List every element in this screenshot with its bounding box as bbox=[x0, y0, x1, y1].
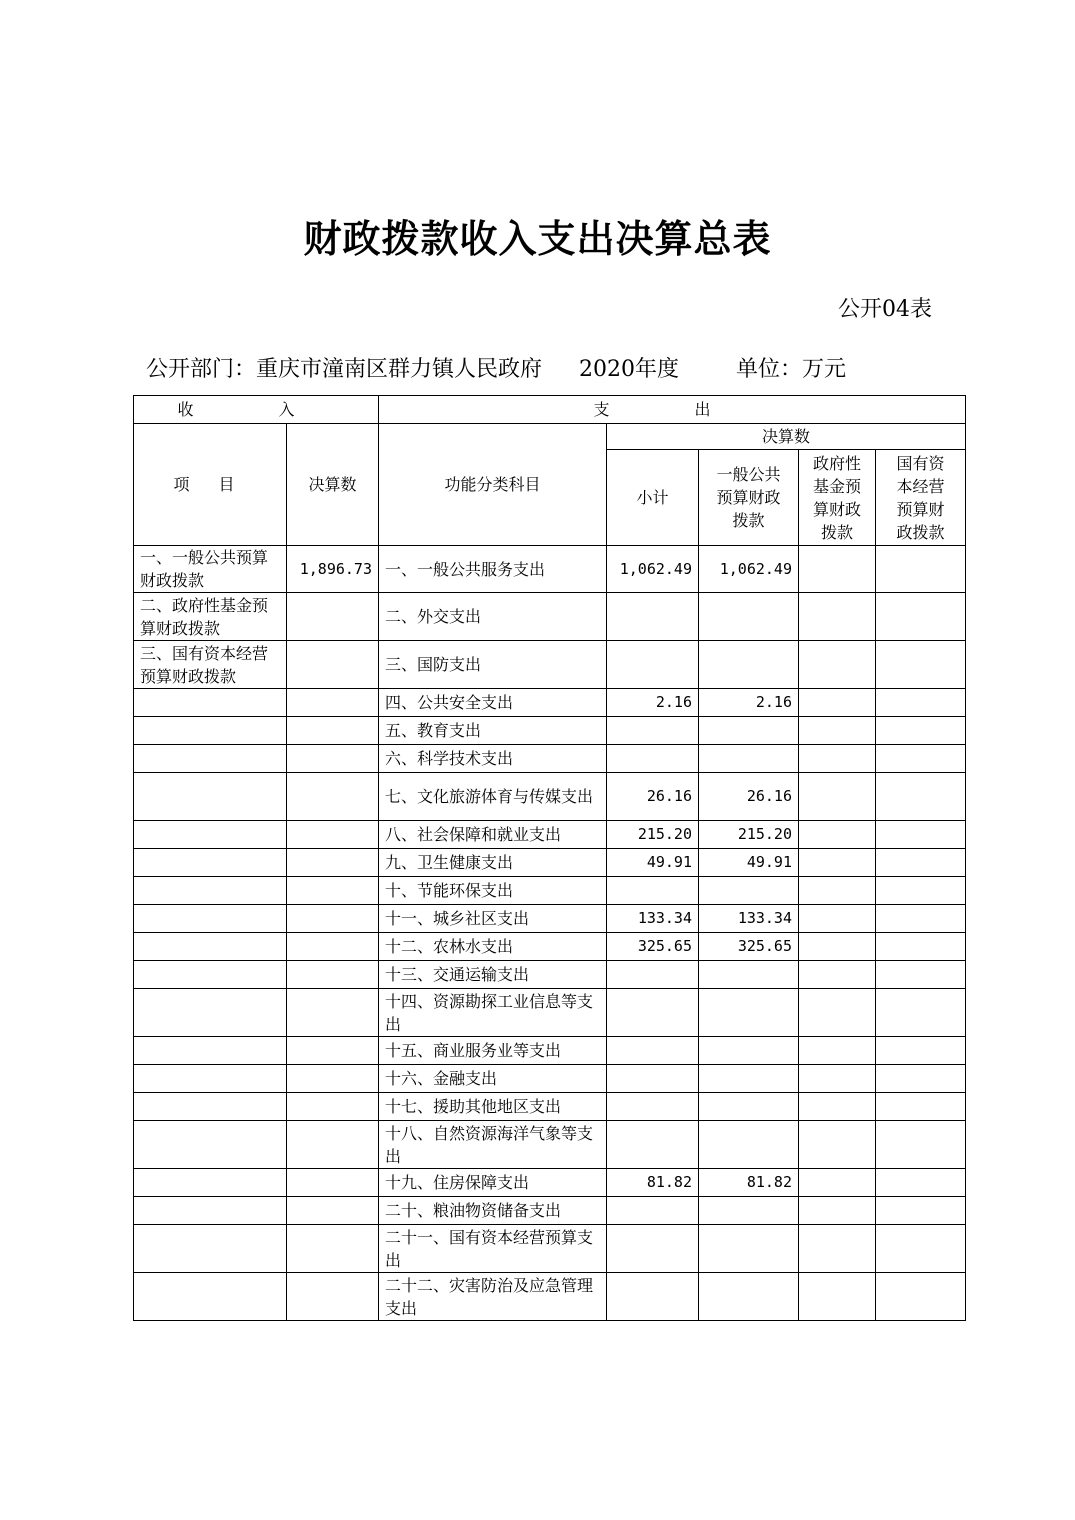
income-item-cell bbox=[134, 1065, 287, 1093]
income-item-cell: 三、国有资本经营预算财政拨款 bbox=[134, 641, 287, 689]
page-title: 财政拨款收入支出决算总表 bbox=[303, 216, 772, 261]
general-budget-cell: 2.16 bbox=[699, 689, 799, 717]
table-row bbox=[134, 1273, 966, 1321]
general-budget-cell bbox=[699, 1065, 799, 1093]
income-item-cell bbox=[134, 877, 287, 905]
general-budget-cell bbox=[699, 1121, 799, 1169]
table-row bbox=[134, 1169, 966, 1197]
gov-fund-cell bbox=[799, 689, 876, 717]
subtotal-cell: 2.16 bbox=[607, 689, 699, 717]
gov-fund-cell bbox=[799, 593, 876, 641]
general-budget-cell: 26.16 bbox=[699, 773, 799, 821]
general-budget-cell: 49.91 bbox=[699, 849, 799, 877]
table-row bbox=[134, 849, 966, 877]
income-item-cell bbox=[134, 821, 287, 849]
general-budget-cell bbox=[699, 989, 799, 1037]
header-final-amount: 决算数 bbox=[607, 424, 966, 450]
table-row bbox=[134, 1065, 966, 1093]
general-budget-cell bbox=[699, 717, 799, 745]
subtotal-cell bbox=[607, 1121, 699, 1169]
income-item-cell bbox=[134, 933, 287, 961]
subtotal-cell: 26.16 bbox=[607, 773, 699, 821]
gov-fund-cell bbox=[799, 877, 876, 905]
subtotal-cell bbox=[607, 1225, 699, 1273]
gov-fund-cell bbox=[799, 773, 876, 821]
income-item-cell bbox=[134, 1197, 287, 1225]
income-amount-cell bbox=[287, 1121, 379, 1169]
income-amount-cell bbox=[287, 1065, 379, 1093]
table-number: 公开04表 bbox=[838, 297, 932, 322]
income-item-cell bbox=[134, 1037, 287, 1065]
gov-fund-cell bbox=[799, 1065, 876, 1093]
general-budget-cell bbox=[699, 1273, 799, 1321]
state-capital-cell bbox=[876, 905, 966, 933]
gov-fund-cell bbox=[799, 717, 876, 745]
state-capital-cell bbox=[876, 989, 966, 1037]
subtotal-cell bbox=[607, 745, 699, 773]
state-capital-cell bbox=[876, 546, 966, 593]
subtotal-cell bbox=[607, 961, 699, 989]
expense-item-cell: 十一、城乡社区支出 bbox=[379, 905, 607, 933]
table-row bbox=[134, 821, 966, 849]
table-row bbox=[134, 1121, 966, 1169]
state-capital-cell bbox=[876, 1093, 966, 1121]
income-amount-cell bbox=[287, 1273, 379, 1321]
income-amount-cell bbox=[287, 1169, 379, 1197]
subtotal-cell bbox=[607, 641, 699, 689]
general-budget-cell bbox=[699, 877, 799, 905]
income-amount-cell bbox=[287, 933, 379, 961]
subtotal-cell bbox=[607, 1037, 699, 1065]
subtotal-cell bbox=[607, 593, 699, 641]
state-capital-cell bbox=[876, 745, 966, 773]
header-amount: 决算数 bbox=[287, 424, 379, 546]
expense-item-cell: 二十二、灾害防治及应急管理支出 bbox=[379, 1273, 607, 1321]
income-item-cell bbox=[134, 1169, 287, 1197]
header-function-class: 功能分类科目 bbox=[379, 424, 607, 546]
income-amount-cell bbox=[287, 989, 379, 1037]
unit-label: 单位：万元 bbox=[736, 357, 847, 382]
state-capital-cell bbox=[876, 1273, 966, 1321]
gov-fund-cell bbox=[799, 1197, 876, 1225]
gov-fund-cell bbox=[799, 1121, 876, 1169]
subtotal-cell bbox=[607, 989, 699, 1037]
income-item-cell: 一、一般公共预算财政拨款 bbox=[134, 546, 287, 593]
gov-fund-cell bbox=[799, 821, 876, 849]
subtotal-cell bbox=[607, 1197, 699, 1225]
header-subtotal: 小计 bbox=[607, 450, 699, 546]
general-budget-cell: 215.20 bbox=[699, 821, 799, 849]
income-item-cell bbox=[134, 905, 287, 933]
gov-fund-cell bbox=[799, 546, 876, 593]
expense-item-cell: 十九、住房保障支出 bbox=[379, 1169, 607, 1197]
state-capital-cell bbox=[876, 849, 966, 877]
income-item-cell bbox=[134, 717, 287, 745]
header-state-capital: 国有资本经营预算财政拨款 bbox=[876, 450, 966, 546]
gov-fund-cell bbox=[799, 933, 876, 961]
subtotal-cell bbox=[607, 1093, 699, 1121]
state-capital-cell bbox=[876, 1065, 966, 1093]
subtotal-cell: 49.91 bbox=[607, 849, 699, 877]
income-amount-cell: 1,896.73 bbox=[287, 546, 379, 593]
income-amount-cell bbox=[287, 593, 379, 641]
table-row bbox=[134, 641, 966, 689]
income-item-cell bbox=[134, 1225, 287, 1273]
state-capital-cell bbox=[876, 1037, 966, 1065]
state-capital-cell bbox=[876, 1121, 966, 1169]
income-amount-cell bbox=[287, 1225, 379, 1273]
header-expense: 支 出 bbox=[379, 396, 966, 424]
income-item-cell bbox=[134, 1273, 287, 1321]
expense-item-cell: 十七、援助其他地区支出 bbox=[379, 1093, 607, 1121]
subtotal-cell: 1,062.49 bbox=[607, 546, 699, 593]
header-item: 项 目 bbox=[134, 424, 287, 546]
expense-item-cell: 九、卫生健康支出 bbox=[379, 849, 607, 877]
state-capital-cell bbox=[876, 877, 966, 905]
income-amount-cell bbox=[287, 745, 379, 773]
gov-fund-cell bbox=[799, 961, 876, 989]
report-meta bbox=[146, 352, 846, 383]
income-item-cell bbox=[134, 849, 287, 877]
income-item-cell bbox=[134, 689, 287, 717]
subtotal-cell: 215.20 bbox=[607, 821, 699, 849]
table-row bbox=[134, 1197, 966, 1225]
income-amount-cell bbox=[287, 961, 379, 989]
gov-fund-cell bbox=[799, 1093, 876, 1121]
subtotal-cell bbox=[607, 877, 699, 905]
general-budget-cell bbox=[699, 593, 799, 641]
table-row bbox=[134, 1037, 966, 1065]
expense-item-cell: 八、社会保障和就业支出 bbox=[379, 821, 607, 849]
header-general-budget: 一般公共预算财政拨款 bbox=[699, 450, 799, 546]
table-row bbox=[134, 593, 966, 641]
expense-item-cell: 十、节能环保支出 bbox=[379, 877, 607, 905]
state-capital-cell bbox=[876, 961, 966, 989]
income-item-cell bbox=[134, 773, 287, 821]
state-capital-cell bbox=[876, 717, 966, 745]
expense-item-cell: 二、外交支出 bbox=[379, 593, 607, 641]
expense-item-cell: 十六、金融支出 bbox=[379, 1065, 607, 1093]
year-label: 2020年度 bbox=[579, 357, 680, 382]
subtotal-cell bbox=[607, 717, 699, 745]
table-row bbox=[134, 546, 966, 593]
table-row bbox=[134, 717, 966, 745]
table-row bbox=[134, 877, 966, 905]
expense-item-cell: 三、国防支出 bbox=[379, 641, 607, 689]
state-capital-cell bbox=[876, 641, 966, 689]
income-amount-cell bbox=[287, 1197, 379, 1225]
expense-item-cell: 一、一般公共服务支出 bbox=[379, 546, 607, 593]
expense-item-cell: 十四、资源勘探工业信息等支出 bbox=[379, 989, 607, 1037]
general-budget-cell bbox=[699, 641, 799, 689]
expense-item-cell: 六、科学技术支出 bbox=[379, 745, 607, 773]
table-row bbox=[134, 989, 966, 1037]
table-row bbox=[134, 961, 966, 989]
department-label: 公开部门：重庆市潼南区群力镇人民政府 bbox=[146, 357, 543, 382]
expense-item-cell: 五、教育支出 bbox=[379, 717, 607, 745]
income-item-cell: 二、政府性基金预算财政拨款 bbox=[134, 593, 287, 641]
table-row bbox=[134, 933, 966, 961]
gov-fund-cell bbox=[799, 1169, 876, 1197]
income-item-cell bbox=[134, 961, 287, 989]
subtotal-cell: 133.34 bbox=[607, 905, 699, 933]
income-item-cell bbox=[134, 745, 287, 773]
subtotal-cell bbox=[607, 1273, 699, 1321]
expense-item-cell: 四、公共安全支出 bbox=[379, 689, 607, 717]
gov-fund-cell bbox=[799, 1225, 876, 1273]
expense-item-cell: 七、文化旅游体育与传媒支出 bbox=[379, 773, 607, 821]
general-budget-cell bbox=[699, 1225, 799, 1273]
state-capital-cell bbox=[876, 593, 966, 641]
income-amount-cell bbox=[287, 1037, 379, 1065]
income-amount-cell bbox=[287, 821, 379, 849]
income-item-cell bbox=[134, 989, 287, 1037]
expense-item-cell: 二十、粮油物资储备支出 bbox=[379, 1197, 607, 1225]
subtotal-cell bbox=[607, 1065, 699, 1093]
gov-fund-cell bbox=[799, 905, 876, 933]
table-row bbox=[134, 689, 966, 717]
table-row bbox=[134, 1225, 966, 1273]
gov-fund-cell bbox=[799, 849, 876, 877]
expense-item-cell: 二十一、国有资本经营预算支出 bbox=[379, 1225, 607, 1273]
state-capital-cell bbox=[876, 933, 966, 961]
gov-fund-cell bbox=[799, 1273, 876, 1321]
state-capital-cell bbox=[876, 821, 966, 849]
expense-item-cell: 十五、商业服务业等支出 bbox=[379, 1037, 607, 1065]
general-budget-cell: 1,062.49 bbox=[699, 546, 799, 593]
general-budget-cell bbox=[699, 1197, 799, 1225]
state-capital-cell bbox=[876, 1197, 966, 1225]
subtotal-cell: 81.82 bbox=[607, 1169, 699, 1197]
income-item-cell bbox=[134, 1093, 287, 1121]
state-capital-cell bbox=[876, 773, 966, 821]
table-row bbox=[134, 1093, 966, 1121]
table-row bbox=[134, 773, 966, 821]
header-income: 收 入 bbox=[134, 396, 379, 424]
general-budget-cell: 325.65 bbox=[699, 933, 799, 961]
state-capital-cell bbox=[876, 1169, 966, 1197]
gov-fund-cell bbox=[799, 1037, 876, 1065]
gov-fund-cell bbox=[799, 745, 876, 773]
table-row bbox=[134, 745, 966, 773]
header-gov-fund: 政府性基金预算财政拨款 bbox=[799, 450, 876, 546]
general-budget-cell bbox=[699, 745, 799, 773]
expense-item-cell: 十八、自然资源海洋气象等支出 bbox=[379, 1121, 607, 1169]
income-amount-cell bbox=[287, 905, 379, 933]
income-amount-cell bbox=[287, 1093, 379, 1121]
state-capital-cell bbox=[876, 1225, 966, 1273]
income-item-cell bbox=[134, 1121, 287, 1169]
income-amount-cell bbox=[287, 773, 379, 821]
income-amount-cell bbox=[287, 849, 379, 877]
income-amount-cell bbox=[287, 689, 379, 717]
subtotal-cell: 325.65 bbox=[607, 933, 699, 961]
general-budget-cell: 81.82 bbox=[699, 1169, 799, 1197]
budget-table bbox=[133, 395, 966, 1321]
table-row bbox=[134, 905, 966, 933]
expense-item-cell: 十二、农林水支出 bbox=[379, 933, 607, 961]
general-budget-cell bbox=[699, 1093, 799, 1121]
gov-fund-cell bbox=[799, 989, 876, 1037]
state-capital-cell bbox=[876, 689, 966, 717]
gov-fund-cell bbox=[799, 641, 876, 689]
expense-item-cell: 十三、交通运输支出 bbox=[379, 961, 607, 989]
income-amount-cell bbox=[287, 717, 379, 745]
general-budget-cell bbox=[699, 961, 799, 989]
income-amount-cell bbox=[287, 641, 379, 689]
income-amount-cell bbox=[287, 877, 379, 905]
general-budget-cell bbox=[699, 1037, 799, 1065]
general-budget-cell: 133.34 bbox=[699, 905, 799, 933]
